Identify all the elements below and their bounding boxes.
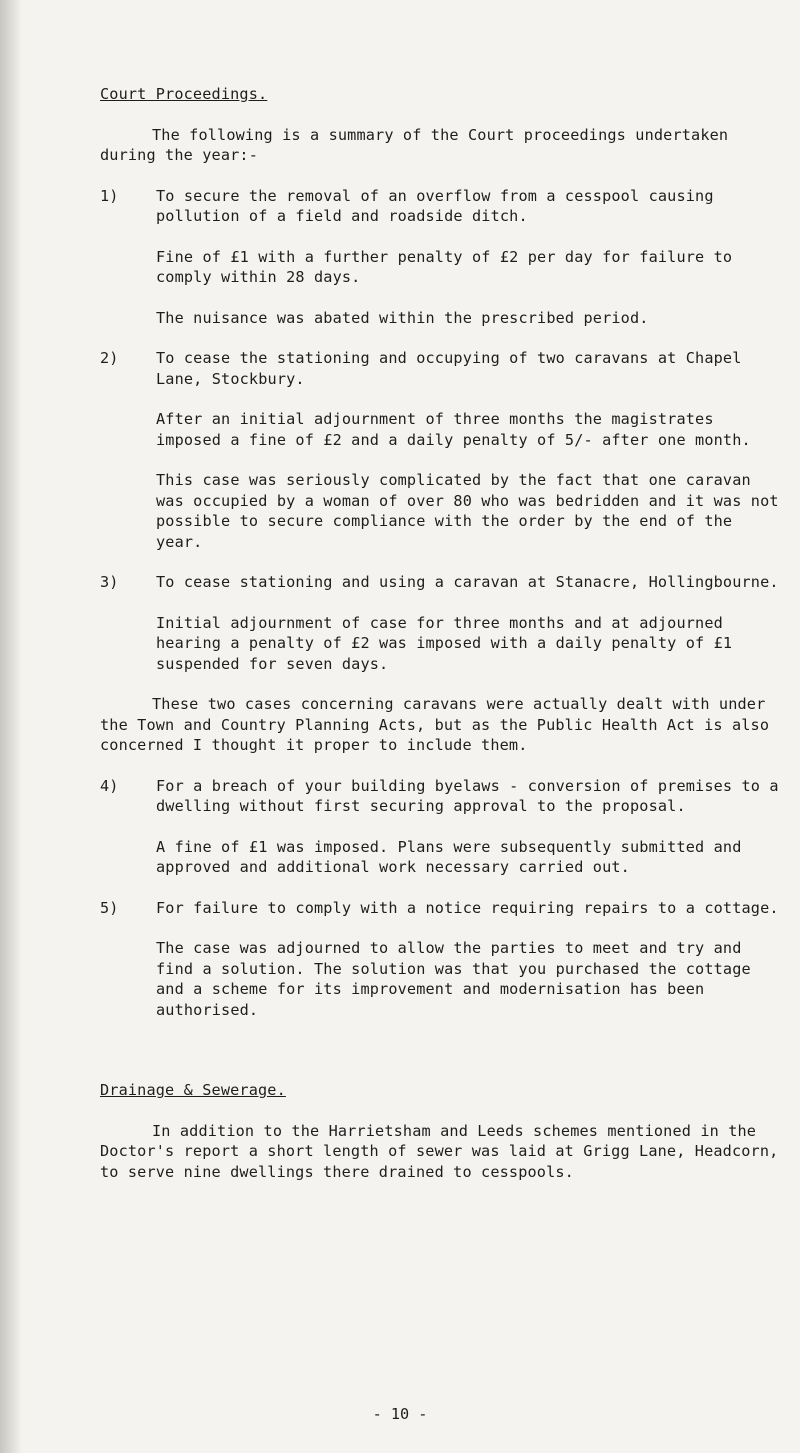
item-text: To cease stationing and using a caravan at Stanacre, Hollingbourne.	[156, 573, 779, 591]
item-detail: The case was adjourned to allow the parties to meet and try and find a solution. The solution was that you purchased the cottage and a scheme for its improvement and modernisation has been authorised.	[156, 939, 751, 1019]
list-item-4	[100, 776, 780, 817]
item-number: 5)	[100, 898, 119, 917]
drainage-paragraph: In addition to the Harrietsham and Leeds schemes mentioned in the Doctor's report a short length of sewer was laid at Grigg Lane, Headcorn, to serve nine dwellings there drained to cesspools.	[100, 1121, 779, 1181]
item-text: For a breach of your building byelaws - conversion of premises to a dwelling without first securing approval to the proposal.	[156, 776, 779, 815]
item-number: 3)	[100, 573, 119, 591]
item-text: To secure the removal of an overflow from a cesspool causing pollution of a field and roadside ditch.	[156, 186, 714, 225]
item-detail: The nuisance was abated within the prescribed period.	[156, 308, 649, 327]
item-number: 2)	[100, 349, 119, 367]
item-number: 4)	[100, 776, 119, 795]
document-page	[100, 84, 780, 1182]
list-item-3	[100, 572, 780, 593]
caravan-note-paragraph: These two cases concerning caravans were actually dealt with under the Town and Country Planning Acts, but as the Public Health Act is also concerned I thought it proper to include them.	[100, 695, 770, 754]
item-number: 1)	[100, 186, 119, 205]
list-item-5	[100, 898, 780, 919]
item-detail: Initial adjournment of case for three months and at adjourned hearing a penalty of £2 was imposed with a daily penalty of £1 suspended for seven days.	[156, 613, 733, 673]
item-detail: This case was seriously complicated by the fact that one caravan was occupied by a woman of over 80 who was bedridden and it was not possible to secure compliance with the order by the end of the year.	[156, 471, 779, 551]
intro-paragraph: The following is a summary of the Court proceedings undertaken during the year:-	[100, 125, 729, 164]
section-heading-court-proceedings: Court Proceedings.	[100, 85, 268, 103]
list-item-2	[100, 348, 780, 389]
item-text: To cease the stationing and occupying of two caravans at Chapel Lane, Stockbury.	[156, 349, 742, 388]
page-number: - 10 -	[372, 1405, 428, 1423]
section-heading-drainage: Drainage & Sewerage.	[100, 1081, 286, 1099]
item-detail: After an initial adjournment of three months the magistrates imposed a fine of £2 and a daily penalty of 5/- after one month.	[156, 410, 751, 449]
item-detail: Fine of £1 with a further penalty of £2 per day for failure to comply within 28 days.	[156, 247, 733, 286]
scan-shadow-edge	[0, 0, 22, 1453]
item-detail: A fine of £1 was imposed. Plans were subsequently submitted and approved and additional work necessary carried out.	[156, 837, 742, 876]
item-text: For failure to comply with a notice requiring repairs to a cottage.	[156, 898, 779, 917]
list-item-1	[100, 186, 780, 227]
